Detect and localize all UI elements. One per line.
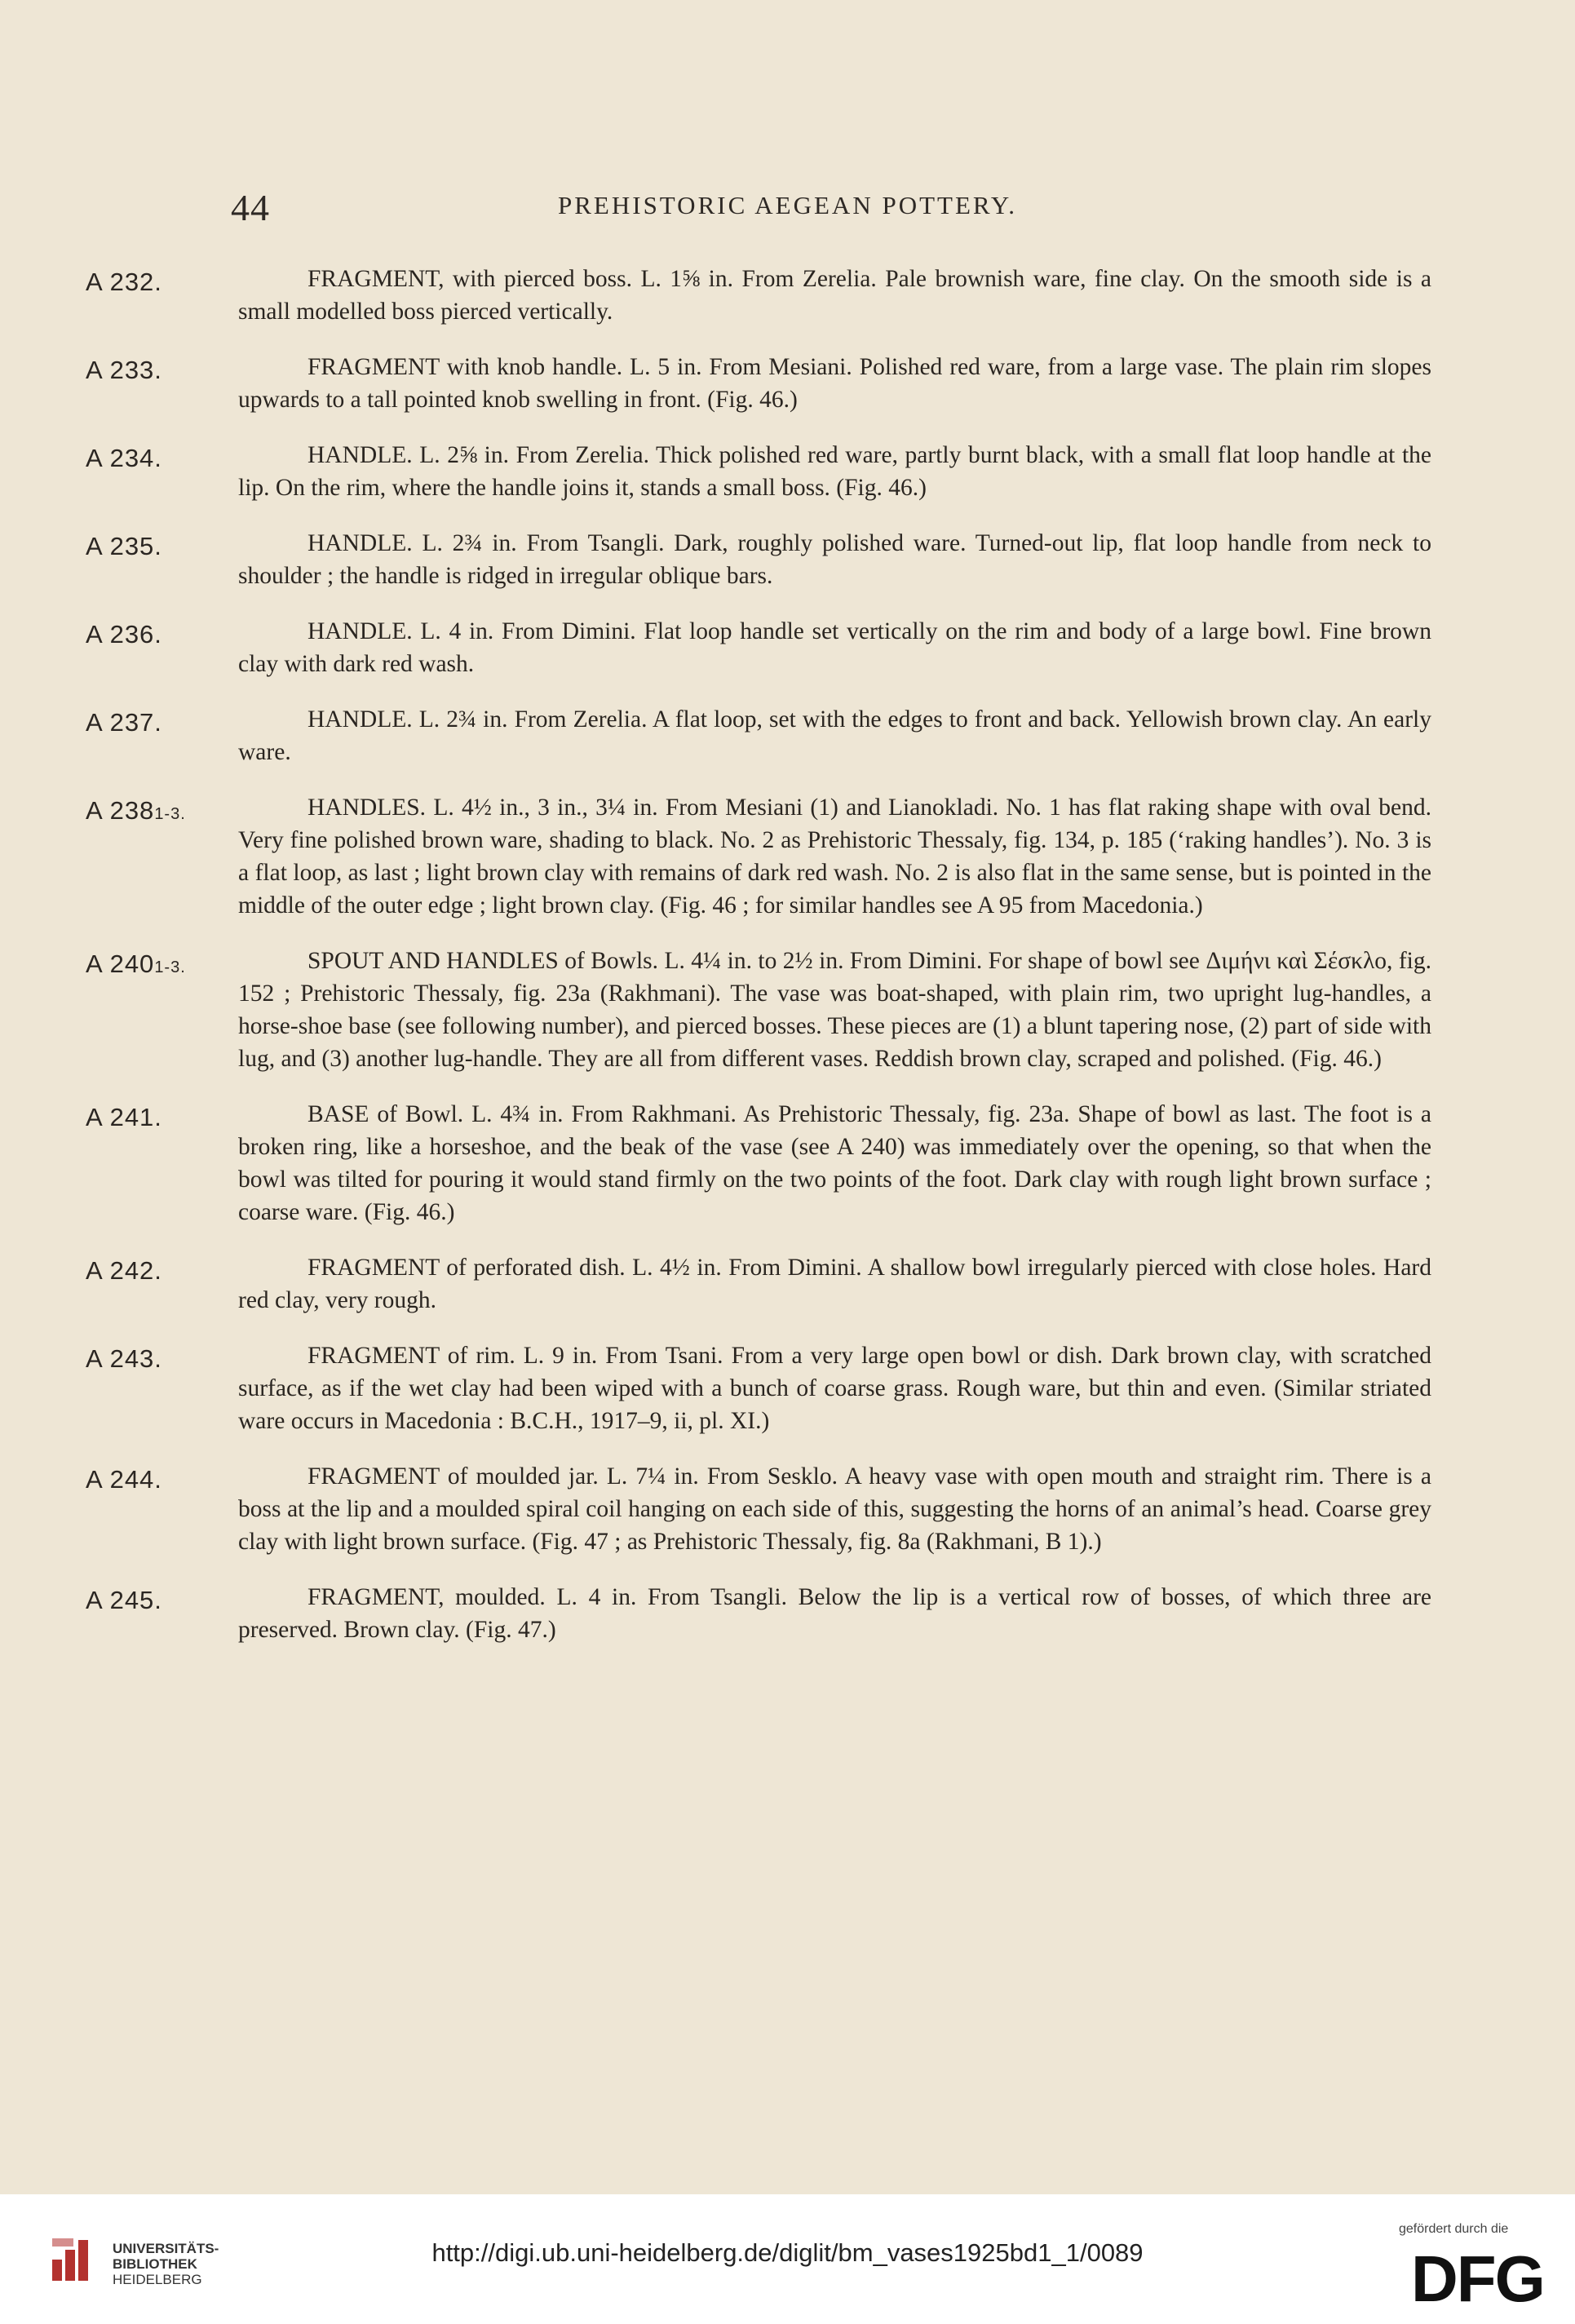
catalogue-entry [86,791,1431,922]
catalogue-entries [86,263,1431,1669]
entry-description: HANDLE. L. 4 in. From Dimini. Flat loop handle set vertically on the rim and body of a large bowl. Fine brown clay with dark red wash. [238,618,1431,677]
entry-description: FRAGMENT with knob handle. L. 5 in. From Mesiani. Polished red ware, from a large vase. The plain rim slopes upwards to a tall pointed knob swelling in front. (Fig. 46.) [238,354,1431,413]
entry-number-main: A 233. [86,356,162,384]
entry-number [86,444,249,473]
catalogue-entry [86,1098,1431,1228]
catalogue-entry [86,945,1431,1075]
entry-description: FRAGMENT of perforated dish. L. 4½ in. From Dimini. A shallow bowl irregularly pierced with close holes. Hard red clay, very rough. [238,1255,1431,1313]
entry-number-main: A 244. [86,1465,162,1494]
entry-number-main: A 236. [86,620,162,649]
catalogue-entry [86,439,1431,504]
catalogue-entry [86,1581,1431,1646]
catalogue-entry [86,1339,1431,1437]
entry-description: FRAGMENT, with pierced boss. L. 1⅝ in. From Zerelia. Pale brownish ware, fine clay. On the smooth side is a small modelled boss pierced vertically. [238,266,1431,325]
entry-number [86,1586,249,1615]
dfg-logo: DFG [1411,2242,1544,2315]
running-title: PREHISTORIC AEGEAN POTTERY. [558,191,1017,219]
entry-description: SPOUT AND HANDLES of Bowls. L. 4¼ in. to 2½ in. From Dimini. For shape of bowl see Διμήνι καὶ Σέσκλο, fig. 152 ; Prehistoric Thessaly, fig. 23a (Rakhmani). The vase was boat-shaped, with plain rim, two upright lug-handles, a horse-shoe base (see following number), and pierced bosses. These pieces are (1) a blunt tapering nose, (2) part of side with lug, and (3) another lug-handle. They are all from different vases. Reddish brown clay, scraped and polished. (Fig. 46.) [238,948,1431,1072]
entry-number-main: A 241. [86,1103,162,1131]
catalogue-entry [86,527,1431,592]
entry-number-main: A 242. [86,1256,162,1285]
entry-description: HANDLE. L. 2⅝ in. From Zerelia. Thick polished red ware, partly burnt black, with a small flat loop handle at the lip. On the rim, where the handle joins it, stands a small boss. (Fig. 46.) [238,442,1431,501]
entry-number-main: A 237. [86,708,162,737]
permalink-url[interactable]: http://digi.ub.uni-heidelberg.de/diglit/bm_vases1925bd1_1/0089 [431,2238,1144,2267]
entry-description: FRAGMENT, moulded. L. 4 in. From Tsangli. Below the lip is a vertical row of bosses, of which three are preserved. Brown clay. (Fig. 47.) [238,1584,1431,1643]
library-name-line: UNIVERSITÄTS- [113,2241,219,2256]
entry-number-main: A 232. [86,268,162,296]
entry-number-main: A 245. [86,1586,162,1614]
entry-number-main: A 240 [86,950,155,978]
entry-number [86,1256,249,1286]
entry-description: BASE of Bowl. L. 4¾ in. From Rakhmani. As Prehistoric Thessaly, fig. 23a. Shape of bowl as last. The foot is a broken ring, like a horseshoe, and the beak of the vase (see A 240) was immediately over the opening, so that when the bowl was tilted for pouring it would stand firmly on the two points of the foot. Dark clay with rough light brown surface ; coarse ware. (Fig. 46.) [238,1101,1431,1225]
library-name-line: HEIDELBERG [113,2272,202,2287]
entry-number-range: 1-3. [154,958,186,976]
catalogue-entry [86,703,1431,768]
entry-number [86,532,249,561]
page-header [0,186,1575,235]
entry-description: FRAGMENT of rim. L. 9 in. From Tsani. From a very large open bowl or dish. Dark brown clay, with scratched surface, as if the wet clay had been wiped with a bunch of coarse grass. Rough ware, but thin and even. (Similar striated ware occurs in Macedonia : B.C.H., 1917–9, ii, pl. XI.) [238,1343,1431,1434]
catalogue-entry [86,615,1431,680]
entry-description: HANDLE. L. 2¾ in. From Tsangli. Dark, roughly polished ware. Turned-out lip, flat loop handle from neck to shoulder ; the handle is ridged in irregular oblique bars. [238,530,1431,589]
page-number: 44 [231,187,270,228]
entry-number [86,1344,249,1374]
entry-number [86,1465,249,1494]
entry-number [86,1103,249,1132]
entry-description: HANDLE. L. 2¾ in. From Zerelia. A flat loop, set with the edges to front and back. Yellowish brown clay. An early ware. [238,706,1431,765]
catalogue-entry [86,1460,1431,1558]
entry-number-main: A 238 [86,796,155,825]
entry-number [86,708,249,737]
entry-number-main: A 243. [86,1344,162,1373]
entry-number-range: 1-3. [154,805,186,823]
entry-number [86,620,249,649]
catalogue-entry [86,351,1431,416]
funding-caption: gefördert durch die [1399,2222,1509,2236]
catalogue-entry [86,1251,1431,1317]
entry-description: FRAGMENT of moulded jar. L. 7¼ in. From Sesklo. A heavy vase with open mouth and straight rim. There is a boss at the lip and a moulded spiral coil hanging on each side of this, suggesting the horns of an animal’s head. Coarse grey clay with light brown surface. (Fig. 47 ; as Prehistoric Thessaly, fig. 8a (Rakhmani, B 1).) [238,1463,1431,1555]
entry-description: HANDLES. L. 4½ in., 3 in., 3¼ in. From Mesiani (1) and Lianokladi. No. 1 has flat raking shape with oval bend. Very fine polished brown ware, shading to black. No. 2 as Prehistoric Thessaly, fig. 134, p. 185 (‘raking handles’). No. 3 is a flat loop, as last ; light brown clay with remains of dark red wash. No. 2 is also flat in the same sense, but is pointed in the middle of the outer edge ; light brown clay. (Fig. 46 ; for similar handles see A 95 from Macedonia.) [238,795,1431,919]
entry-number-main: A 235. [86,532,162,560]
entry-number [86,268,249,297]
entry-number [86,356,249,385]
catalogue-entry [86,263,1431,328]
footer-bar [0,2194,1575,2324]
entry-number-main: A 234. [86,444,162,472]
library-name-line: BIBLIOTHEK [113,2256,197,2272]
entry-number [86,950,249,979]
entry-number [86,796,249,826]
